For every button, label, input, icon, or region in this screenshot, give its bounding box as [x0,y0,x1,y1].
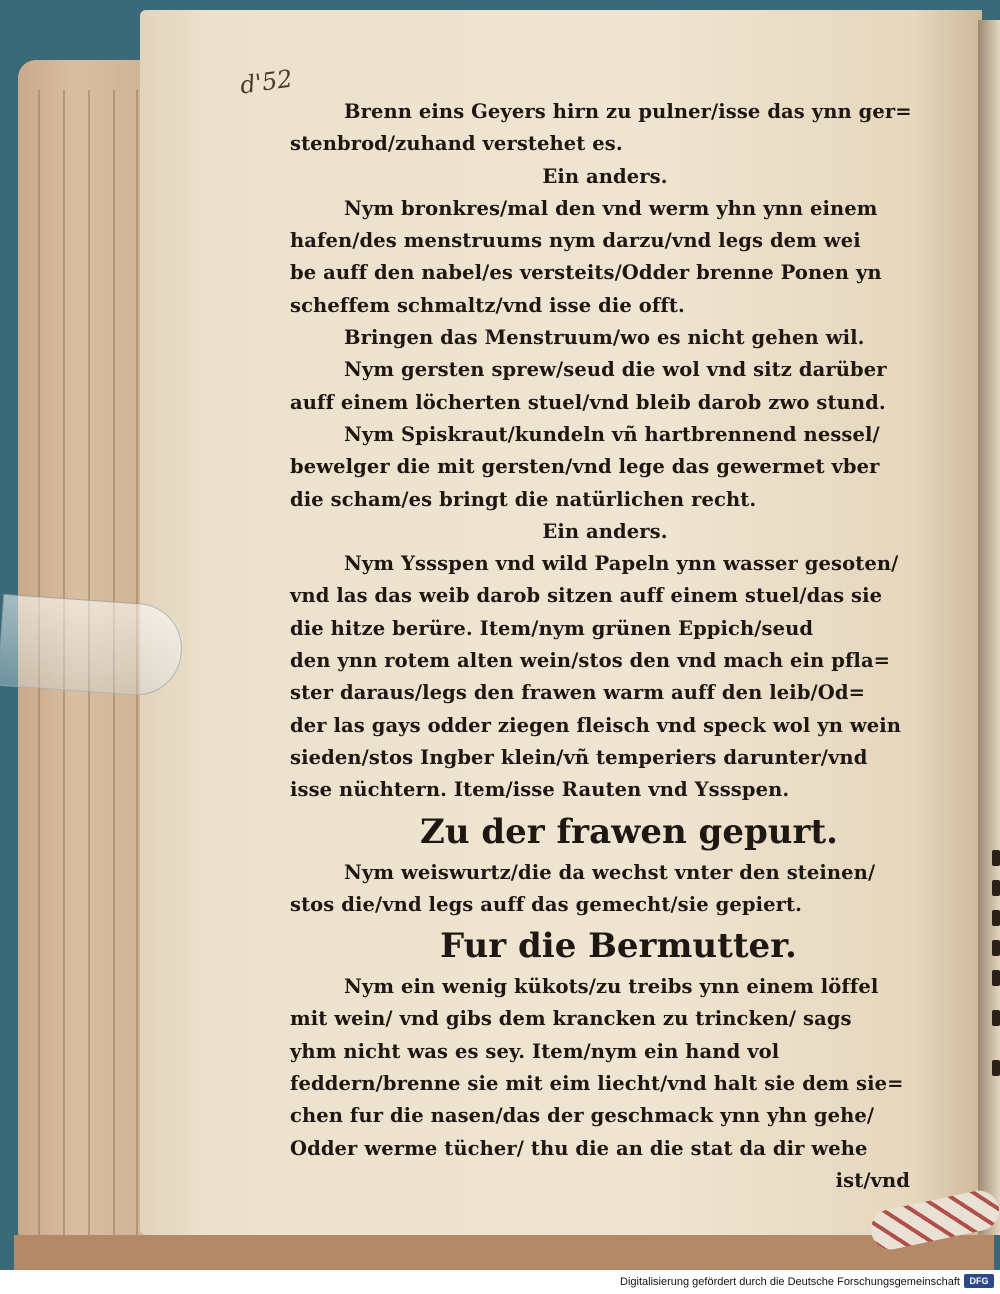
plastic-bookmark [0,594,185,698]
text-line: yhm nicht was es sey. Item/nym ein hand vol [290,1039,780,1063]
text-line: die hitze berüre. Item/nym grünen Eppich/seud [290,616,814,640]
text-line: auff einem löcherten stuel/vnd bleib darob zwo stund. [290,390,886,414]
sliver-glyph [992,880,1000,896]
text-line: feddern/brenne sie mit eim liecht/vnd halt sie dem sie= [290,1072,904,1096]
text-line: isse nüchtern. Item/isse Rauten vnd Yssspen. [290,778,790,802]
handwritten-margin-note: d'52 [238,64,295,100]
text-line: Nym Spiskraut/kundeln vñ hartbrennend nessel/ [344,422,880,446]
text-line: hafen/des menstruums nym darzu/vnd legs dem wei [290,229,861,253]
text-line: die scham/es bringt die natürlichen recht. [290,487,757,511]
text-line: mit wein/ vnd gibs dem krancken zu trincken/ sags [290,1007,852,1031]
text-line: chen fur die nasen/das der geschmack ynn yhn gehe/ [290,1104,875,1128]
text-line: sieden/stos Ingber klein/vñ temperiers darunter/vnd [290,745,868,769]
book-cover-edge [14,1235,994,1270]
text-line: Nym weiswurtz/die da wechst vnter den steinen/ [344,860,876,884]
footer-bar [0,1270,1000,1294]
text-line: Ein anders. [542,164,668,188]
text-line: stenbrod/zuhand verstehet es. [290,132,623,156]
text-line: Bringen das Menstruum/wo es nicht gehen wil. [344,326,865,350]
facing-page-sliver [978,20,1000,1235]
text-line: be auff den nabel/es versteits/Odder brenne Ponen yn [290,261,882,285]
text-line: den ynn rotem alten wein/stos den vnd mach ein pfla= [290,649,891,673]
text-line: scheffem schmaltz/vnd isse die offt. [290,293,685,317]
text-line: Ein anders. [542,519,668,543]
section-heading: Zu der frawen gepurt. [420,811,838,852]
page-text-block [290,96,920,1197]
funding-credit: Digitalisierung gefördert durch die Deutsche Forschungsgemeinschaft [620,1276,960,1288]
text-line: Brenn eins Geyers hirn zu pulner/isse das ynn ger= [344,100,912,123]
text-line: ist/vnd [835,1168,910,1192]
text-line: Nym Yssspen vnd wild Papeln ynn wasser gesoten/ [344,552,899,576]
text-line: ster daraus/legs den frawen warm auff den leib/Od= [290,681,866,705]
text-line: Nym bronkres/mal den vnd werm yhn ynn einem [344,196,878,220]
sliver-glyph [992,1060,1000,1076]
section-heading: Fur die Bermutter. [440,926,797,967]
text-line: stos die/vnd legs auff das gemecht/sie gepiert. [290,892,802,916]
text-line: der las gays odder ziegen fleisch vnd speck wol yn wein [290,713,902,737]
sliver-glyph [992,1010,1000,1026]
sliver-glyph [992,910,1000,926]
text-line: Nym ein wenig kükots/zu treibs ynn einem löffel [344,975,879,999]
text-line: vnd las das weib darob sitzen auff einem stuel/das sie [290,584,883,608]
text-line: bewelger die mit gersten/vnd lege das gewermet vber [290,455,880,479]
text-line: Nym gersten sprew/seud die wol vnd sitz darüber [344,358,887,382]
sliver-glyph [992,940,1000,956]
text-line: Odder werme tücher/ thu die an die stat da dir wehe [290,1136,868,1160]
dfg-logo: DFG [964,1274,994,1288]
sliver-glyph [992,970,1000,986]
sliver-glyph [992,850,1000,866]
